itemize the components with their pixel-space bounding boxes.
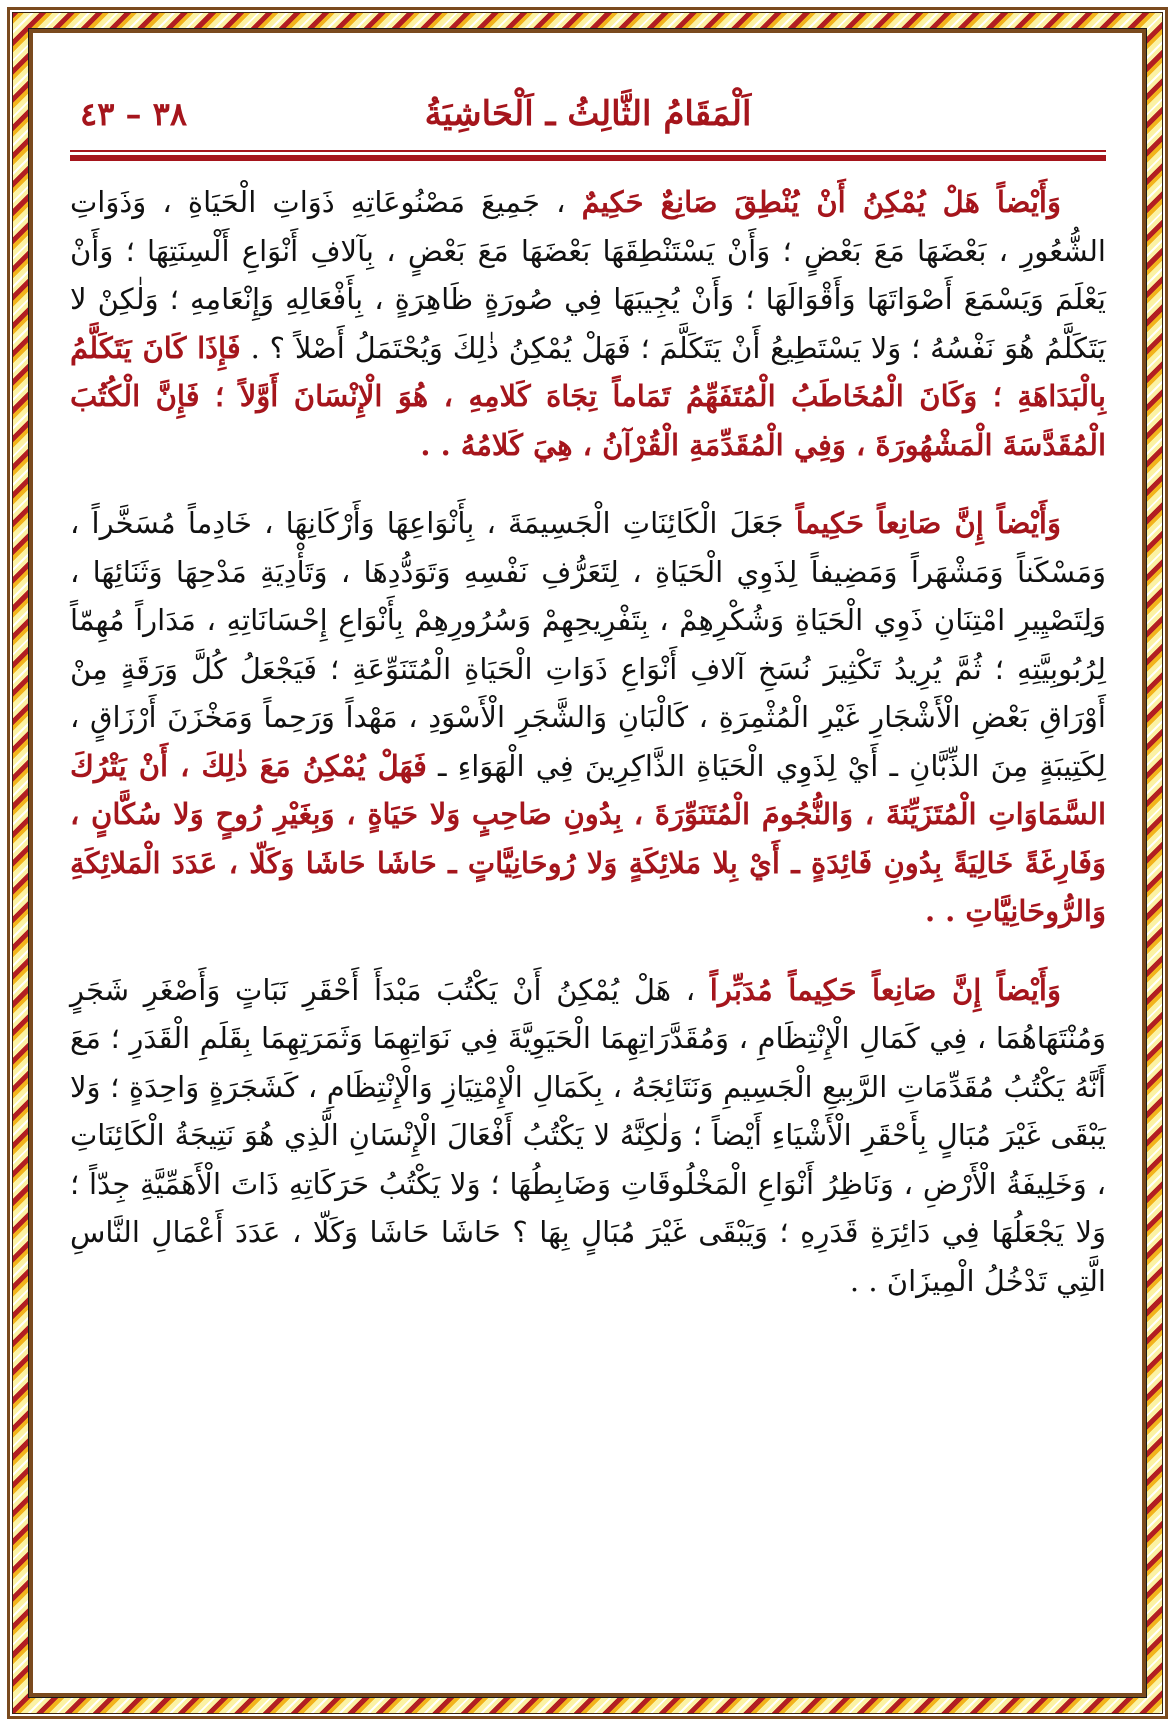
frame-corner-ornament-top-left xyxy=(2,2,12,12)
paragraph-1-body: ، جَمِيعَ مَصْنُوعَاتِهِ ذَوَاتِ الْحَيَاةِ ، وَذَوَاتِ الشُّعُورِ ، بَعْضَهَا مَعَ بَعْضٍ ؛ وَأَنْ يَسْتَنْطِقَهَا بَعْضَهَا مَعَ بَعْضٍ ، بِآلافِ أَنْوَاعِ أَلْسِنَتِهَا ؛ وَأَنْ يَعْلَمَ وَيَسْمَعَ أَصْوَاتَهَا وَأَقْوَالَهَا ؛ وَأَنْ يُجِيبَهَا فِي صُورَةٍ ظَاهِرَةٍ ، بِأَفْعَالِهِ وَإِنْعَامِهِ ؛ وَلٰكِنْ لا يَتَكَلَّمُ هُوَ نَفْسُهُ ؛ وَلا يَسْتَطِيعُ أَنْ يَتَكَلَّمَ ؛ فَهَلْ يُمْكِنُ ذٰلِكَ وَيُحْتَمَلُ أَصْلاً ؟ . xyxy=(70,185,1106,365)
paragraph-2 xyxy=(70,499,1106,936)
paragraph-2-lead-highlight: وَأَيْضاً إِنَّ صَانِعاً حَكِيماً xyxy=(795,506,1061,540)
page-title: اَلْمَقَامُ الثَّالِثُ ـ اَلْحَاشِيَةُ xyxy=(424,94,752,134)
paragraph-3-lead-highlight: وَأَيْضاً إِنَّ صَانِعاً حَكِيماً مُدَبِّراً xyxy=(709,972,1061,1007)
paragraph-1 xyxy=(70,178,1106,469)
page-header xyxy=(70,90,1106,162)
header-rule-thin xyxy=(70,150,1106,152)
page-range: ٣٨ – ٤٣ xyxy=(80,95,188,133)
page-body xyxy=(70,178,1106,1335)
paragraph-2-conclusion-highlight: فَهَلْ يُمْكِنُ مَعَ ذٰلِكَ ، أَنْ يَتْرُكَ السَّمَاوَاتِ الْمُتَزَيِّنَةَ ، وَالنُّجُومَ الْمُتَنَوِّرَةَ ، بِدُونِ صَاحِبٍ وَلا حَيَاةٍ ، وَبِغَيْرِ رُوحٍ وَلا سُكَّانٍ ، وَفَارِغَةً خَالِيَةً بِدُونِ فَائِدَةٍ ـ أَيْ بِلا مَلائِكَةٍ وَلا رُوحَانِيَّاتٍ ـ حَاشَا حَاشَا وَكَلّا ، عَدَدَ الْمَلائِكَةِ وَالرُّوحَانِيَّاتِ . . xyxy=(70,748,1106,928)
header-rule-thick xyxy=(70,155,1106,161)
paragraph-3 xyxy=(70,966,1106,1306)
paragraph-1-lead-highlight: وَأَيْضاً هَلْ يُمْكِنُ أَنْ يُنْطِقَ صَانِعٌ حَكِيمٌ xyxy=(581,185,1061,219)
paragraph-2-body: جَعَلَ الْكَائِنَاتِ الْجَسِيمَةَ ، بِأَنْوَاعِهَا وَأَرْكَانِهَا ، خَادِماً مُسَخَّراً ، وَمَسْكَناً وَمَشْهَراً وَمَضِيفاً لِذَوِي الْحَيَاةِ ، لِتَعَرُّفِ نَفْسِهِ وَتَوَدُّدِهَا ، وَتَأْدِيَةِ مَدْحِهَا وَثَنَائِهَا ، وَلِتَصْيِيرِ امْتِنَانِ ذَوِي الْحَيَاةِ وَشُكْرِهِمْ ، بِتَفْرِيحِهِمْ وَسُرُورِهِمْ بِأَنْوَاعِ إِحْسَانَاتِهِ ، مَدَاراً مُهِمّاً لِرُبُوبِيَّتِهِ ؛ ثُمَّ يُرِيدُ تَكْثِيرَ نُسَخِ آلافِ أَنْوَاعِ ذَوَاتِ الْحَيَاةِ الْمُتَنَوِّعَةِ ؛ فَيَجْعَلُ كُلَّ وَرَقَةٍ مِنْ أَوْرَاقِ بَعْضِ الْأَشْجَارِ غَيْرِ الْمُثْمِرَةِ ، كَالْبَانِ وَالشَّجَرِ الْأَسْوَدِ ، مَهْداً وَرَحِماً وَمَخْزَنَ أَرْزَاقٍ ، لِكَتِيبَةٍ مِنَ الذِّبَّانِ ـ أَيْ لِذَوِي الْحَيَاةِ الذَّاكِرِينَ فِي الْهَوَاءِ ـ xyxy=(70,506,1106,783)
paragraph-3-body: ، هَلْ يُمْكِنُ أَنْ يَكْتُبَ مَبْدَأَ أَحْقَرِ نَبَاتٍ وَأَصْغَرِ شَجَرٍ وَمُنْتَهَاهُمَا ، فِي كَمَالِ الْإِنْتِظَامِ ، وَمُقَدَّرَاتِهِمَا الْحَيَوِيَّةَ فِي نَوَاتِهِمَا وَثَمَرَتِهِمَا بِقَلَمِ الْقَدَرِ ؛ مَعَ أَنَّهُ يَكْتُبُ مُقَدِّمَاتِ الرَّبِيعِ الْجَسِيمِ وَنَتَائِجَهُ ، بِكَمَالِ الْإِمْتِيَازِ وَالْإِنْتِظَامِ ، كَشَجَرَةٍ وَاحِدَةٍ ؛ وَلا يَبْقَى غَيْرَ مُبَالٍ بِأَحْقَرِ الْأَشْيَاءِ أَيْضاً ؛ وَلٰكِنَّهُ لا يَكْتُبُ أَفْعَالَ الْإِنْسَانِ الَّذِي هُوَ نَتِيجَةُ الْكَائِنَاتِ ، وَخَلِيفَةُ الْأَرْضِ ، وَنَاظِرُ أَنْوَاعِ الْمَخْلُوقَاتِ وَضَابِطُهَا ؛ وَلا يَكْتُبُ حَرَكَاتِهِ ذَاتَ الْأَهَمِّيَّةِ جِدّاً ؛ وَلا يَجْعَلُهَا فِي دَائِرَةِ قَدَرِهِ ؛ وَيَبْقَى غَيْرَ مُبَالٍ بِهَا ؟ حَاشَا حَاشَا وَكَلّا ، عَدَدَ أَعْمَالِ النَّاسِ الَّتِي تَدْخُلُ الْمِيزَانَ . . xyxy=(70,972,1106,1298)
frame-corner-ornament-top-right xyxy=(1163,2,1173,12)
paragraph-1-conclusion-highlight: فَإِذَا كَانَ يَتَكَلَّمُ بِالْبَدَاهَةِ ؛ وَكَانَ الْمُخَاطَبُ الْمُتَفَهِّمُ تَمَاماً تِجَاهَ كَلامِهِ ، هُوَ الْإِنْسَانَ أَوَّلاً ؛ فَإِنَّ الْكُتُبَ الْمُقَدَّسَةَ الْمَشْهُورَةَ ، وَفِي الْمُقَدِّمَةِ الْقُرْآنُ ، هِيَ كَلامُهُ . . xyxy=(70,330,1106,462)
